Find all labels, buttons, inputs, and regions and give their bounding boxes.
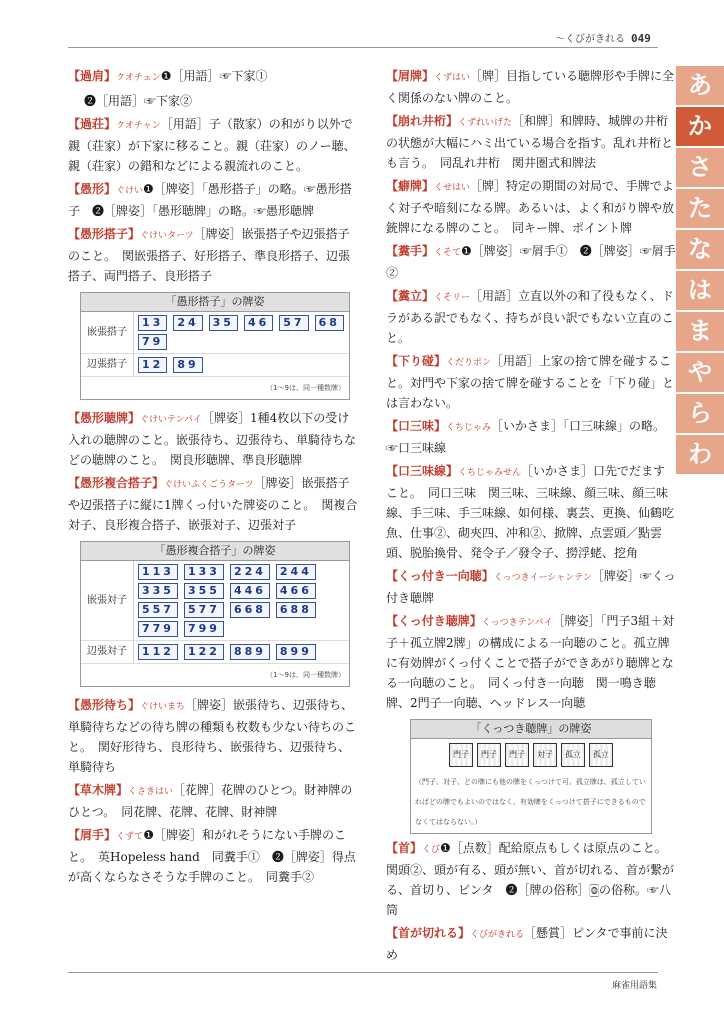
dictionary-entry bbox=[386, 351, 676, 413]
footer-rule bbox=[68, 972, 658, 973]
headword-reading: クオチェン bbox=[116, 73, 161, 83]
headword-reading: ぐけい bbox=[116, 186, 144, 196]
tile-group: 57 bbox=[279, 315, 308, 331]
headword: 【屑手】 bbox=[68, 828, 117, 842]
tile-group: 122 bbox=[184, 644, 224, 660]
entry-body: ［牌姿］嵌張搭子や辺張搭子に縦に1牌くっ付いた牌姿のこと。 関複合対子、良形複合搭子、嵌張対子、辺張対子 bbox=[68, 476, 358, 532]
dictionary-entry bbox=[386, 66, 676, 108]
tile-group: 688 bbox=[276, 602, 316, 618]
dictionary-entry bbox=[68, 114, 358, 176]
dictionary-entry bbox=[68, 408, 358, 470]
tile-panel-kuttsuki bbox=[410, 719, 652, 834]
dictionary-entry bbox=[386, 566, 676, 608]
header-rule bbox=[68, 47, 658, 48]
row-label: 辺張対子 bbox=[81, 641, 134, 663]
dictionary-entry bbox=[68, 825, 358, 887]
tile-group: 112 bbox=[138, 644, 178, 660]
dictionary-entry bbox=[386, 461, 676, 563]
entry-body: ❶［牌姿］和がれそうにない手牌のこと。 英Hopeless hand 同糞手① ❷［牌姿］得点が高くならなさそうな手牌のこと。 同糞手② bbox=[68, 828, 356, 884]
headword: 【崩れ井桁】 bbox=[386, 114, 459, 128]
entry-body: ❶［点数］配給原点もしくは原点のこと。 関頭②、頭が有る、頭が無い、首が切れる、首が繋がる、首切り、ピンタ ❷［牌の俗称］🀙の俗称。☞八筒 bbox=[386, 841, 675, 917]
dictionary-entry bbox=[68, 224, 358, 286]
entry-body: ［用語］立直以外の和了役もなく、ドラがある訳でもなく、持ちが良い訳でもない立直のこと。 bbox=[386, 289, 674, 345]
tile-group: 68 bbox=[315, 315, 344, 331]
index-tab-5[interactable]: は bbox=[676, 271, 724, 312]
headword: 【愚形複合搭子】 bbox=[68, 476, 165, 490]
dictionary-entry bbox=[386, 176, 676, 238]
entry-body: ❷［用語］☞下家② bbox=[84, 94, 193, 108]
index-tab-2[interactable]: さ bbox=[676, 148, 724, 189]
headword: 【愚形】 bbox=[68, 182, 117, 196]
dictionary-entry bbox=[386, 923, 676, 965]
page-number: 049 bbox=[631, 32, 651, 45]
tile-group: 224 bbox=[230, 564, 270, 580]
tile-panel-gukei-taatsu bbox=[80, 292, 350, 400]
tile-group: 557 bbox=[138, 602, 178, 618]
index-tab-7[interactable]: や bbox=[676, 353, 724, 394]
index-tab-6[interactable]: ま bbox=[676, 312, 724, 353]
headword-reading: くっつきイーシャンテン bbox=[493, 573, 592, 583]
index-tab-1[interactable]: か bbox=[676, 107, 724, 148]
tile-group: 12 bbox=[138, 357, 167, 373]
headword-reading: ぐけいふくごうターツ bbox=[164, 480, 254, 490]
tile-group: 577 bbox=[184, 602, 224, 618]
tile-group: 899 bbox=[276, 644, 316, 660]
tile-group: 355 bbox=[184, 583, 224, 599]
entry-body: ［牌］目指している聴牌形や手牌に全く関係のない牌のこと。 bbox=[386, 69, 675, 105]
headword-reading: くそて bbox=[434, 248, 462, 258]
entry-body: ［用語］上家の捨て牌を碰すること。対門や下家の捨て牌を碰することを「下り碰」とは言わない。 bbox=[386, 354, 675, 410]
dictionary-entry bbox=[68, 91, 358, 111]
headword-reading: くっつきテンパイ bbox=[481, 618, 553, 628]
left-column bbox=[68, 66, 358, 890]
headword-reading: くびがきれる bbox=[470, 930, 525, 940]
headword: 【癖牌】 bbox=[386, 179, 435, 193]
tile-group: 24 bbox=[173, 315, 202, 331]
tile-label: 門子 bbox=[449, 743, 473, 767]
index-tab-3[interactable]: た bbox=[676, 189, 724, 230]
tile-group: 35 bbox=[209, 315, 238, 331]
headword-reading: ぐけいまち bbox=[140, 702, 186, 712]
headword: 【過荘】 bbox=[68, 117, 117, 131]
panel-title: 「くっつき聴牌」の牌姿 bbox=[411, 720, 651, 739]
footer-text: 麻雀用語集 bbox=[612, 981, 658, 991]
panel-row bbox=[81, 561, 349, 641]
entry-body: ［牌姿］「門子3組＋対子＋孤立牌2牌」の構成による一向聴のこと。孤立牌に有効牌がくっ付くことで搭子ができあがり聴牌となる一向聴のこと。 同くっ付き一向聴 関一鳴き聴牌、2門子一向聴、ヘッドレス一向聴 bbox=[386, 614, 675, 710]
dictionary-entry bbox=[386, 286, 676, 348]
headword-reading: くそリー bbox=[434, 293, 471, 303]
headword-reading: くちじゃみせん bbox=[458, 468, 522, 478]
dictionary-entry bbox=[386, 611, 676, 713]
headword: 【口三味線】 bbox=[386, 464, 459, 478]
tile-label: 孤立 bbox=[589, 743, 613, 767]
headword: 【過肩】 bbox=[68, 69, 117, 83]
headword: 【くっ付き一向聴】 bbox=[386, 569, 494, 583]
tile-group: 244 bbox=[276, 564, 316, 580]
entry-body: ［いかさま］「口三味線」の略。☞口三味線 bbox=[386, 419, 666, 455]
headword-reading: くび bbox=[422, 845, 441, 855]
entry-body: ［牌姿］☞くっ付き聴牌 bbox=[386, 569, 676, 605]
headword-reading: くさきはい bbox=[128, 787, 174, 797]
tile-group: 113 bbox=[138, 564, 178, 580]
tile-group: 799 bbox=[184, 621, 224, 637]
row-label: 嵌張対子 bbox=[81, 561, 134, 640]
dictionary-entry bbox=[386, 416, 676, 458]
entry-body: ［牌姿］嵌張待ち、辺張待ち、単騎待ちなどの待ち牌の種類も枚数も少ない待ちのこと。 関好形待ち、良形待ち、嵌張待ち、辺張待ち、単騎待ち bbox=[68, 698, 357, 774]
entry-body: ❶［牌姿］「愚形搭子」の略。☞愚形搭子 ❷［牌姿］「愚形聴牌」の略。☞愚形聴牌 bbox=[68, 182, 352, 218]
entry-body: ［牌］特定の期間の対局で、手牌でよく対子や暗刻になる牌。あるいは、よく和がり牌や放銃牌になる牌のこと。 同キー牌、ポイント牌 bbox=[386, 179, 675, 235]
panel-note: （門子、対子、どの牌にも他の牌をくっつけて可。孤立牌は、孤立していればどの牌でもよいのではなく、有効牌をくっつけて搭子にできるものでなくてはならない。） bbox=[415, 778, 646, 826]
index-tab-4[interactable]: な bbox=[676, 230, 724, 271]
tile-label: 門子 bbox=[477, 743, 501, 767]
entry-body: ［牌姿］1種4枚以下の受け入れの聴牌のこと。嵌張待ち、辺張待ち、単騎待ちなどの聴牌のこと。 関良形聴牌、準良形聴牌 bbox=[68, 411, 357, 467]
index-tabs bbox=[676, 66, 724, 476]
tile-label: 孤立 bbox=[561, 743, 585, 767]
tile-group: 335 bbox=[138, 583, 178, 599]
headword-reading: くずれいげた bbox=[458, 118, 513, 128]
dictionary-entry bbox=[68, 179, 358, 221]
dictionary-entry bbox=[68, 473, 358, 535]
dictionary-entry bbox=[68, 695, 358, 777]
panel-note: （1～9は、同一種数牌） bbox=[266, 384, 345, 392]
tile-group: 133 bbox=[184, 564, 224, 580]
tile-group: 13 bbox=[138, 315, 167, 331]
headword-reading: ぐけいターツ bbox=[140, 231, 194, 241]
headword: 【愚形待ち】 bbox=[68, 698, 141, 712]
dictionary-entry bbox=[386, 111, 676, 173]
headword-reading: くちじゃみ bbox=[446, 423, 492, 433]
headword-reading: くせはい bbox=[434, 183, 471, 193]
headword-reading: くだりポン bbox=[446, 358, 492, 368]
tile-group: 79 bbox=[138, 334, 167, 350]
entry-body: ［懸賞］ピンタで事前に決め bbox=[386, 926, 668, 962]
tile-panel-gukei-fukugo bbox=[80, 541, 350, 687]
entry-body: ［牌姿］嵌張搭子や辺張搭子のこと。 関嵌張搭子、好形搭子、準良形搭子、辺張搭子、両門搭子、良形搭子 bbox=[68, 227, 351, 283]
dictionary-entry bbox=[68, 780, 358, 822]
tile-group: 46 bbox=[244, 315, 273, 331]
entry-body: ❶［用語］☞下家① bbox=[160, 69, 268, 83]
headword: 【糞立】 bbox=[386, 289, 435, 303]
headword: 【糞手】 bbox=[386, 244, 435, 258]
headword: 【口三味】 bbox=[386, 419, 447, 433]
dictionary-entry bbox=[68, 66, 358, 88]
headword-reading: くずて bbox=[116, 832, 144, 842]
panel-row bbox=[81, 312, 349, 354]
index-tab-8[interactable]: ら bbox=[676, 394, 724, 435]
right-column bbox=[386, 66, 676, 968]
tile-label: 対子 bbox=[533, 743, 557, 767]
dictionary-entry bbox=[386, 838, 676, 920]
headword: 【くっ付き聴牌】 bbox=[386, 614, 482, 628]
headword-reading: くずはい bbox=[434, 73, 471, 83]
panel-note: （1～9は、同一種数牌） bbox=[266, 671, 345, 679]
index-tab-0[interactable]: あ bbox=[676, 66, 724, 107]
headword: 【愚形搭子】 bbox=[68, 227, 141, 241]
tile-group: 89 bbox=[173, 357, 202, 373]
panel-row bbox=[81, 641, 349, 664]
row-label: 嵌張搭子 bbox=[81, 312, 134, 353]
panel-title: 「愚形搭子」の牌姿 bbox=[81, 293, 349, 312]
index-tab-9[interactable]: わ bbox=[676, 435, 724, 476]
headword: 【首が切れる】 bbox=[386, 926, 471, 940]
headword-reading: ぐけいテンパイ bbox=[140, 415, 202, 425]
entry-body: ［花牌］花牌のひとつ。財神牌のひとつ。 同花牌、花牌、花牌、財神牌 bbox=[68, 783, 353, 819]
tile-group: 668 bbox=[230, 602, 270, 618]
dictionary-entry bbox=[386, 241, 676, 283]
headword: 【愚形聴牌】 bbox=[68, 411, 141, 425]
running-head: ～くびがきれる 049 bbox=[555, 32, 651, 45]
panel-title: 「愚形複合搭子」の牌姿 bbox=[81, 542, 349, 561]
entry-body: ［用語］子（散家）の和がり以外で親（荘家）が下家に移ること。親（荘家）のノー聴、親（荘家）の錯和などによる親流れのこと。 bbox=[68, 117, 356, 173]
row-label: 辺張搭子 bbox=[81, 354, 134, 376]
headword: 【草木牌】 bbox=[68, 783, 129, 797]
headword: 【下り碰】 bbox=[386, 354, 447, 368]
tile-group: 466 bbox=[276, 583, 316, 599]
tile-group: 446 bbox=[230, 583, 270, 599]
panel-row bbox=[81, 354, 349, 377]
tile-group: 779 bbox=[138, 621, 178, 637]
entry-body: ［いかさま］口先でだますこと。 同口三味 関三味、三味線、顔三味、顔三味線、手三味、手三味線、如何様、裏芸、更換、仙鶴吃魚、仕事②、砌夾四、冲和②、掀牌、点雲頭／點雲頭、脱胎換骨、発令子／發令子、撈浮蛯、挖角 bbox=[386, 464, 675, 560]
tile-group: 889 bbox=[230, 644, 270, 660]
headword: 【首】 bbox=[386, 841, 423, 855]
headword-reading: クオチャン bbox=[116, 121, 161, 131]
tile-label: 門子 bbox=[505, 743, 529, 767]
entry-body: ❶［牌姿］☞屑手① ❷［牌姿］☞屑手② bbox=[386, 244, 676, 280]
headword: 【屑牌】 bbox=[386, 69, 435, 83]
entry-body: ［和牌］和牌時、城牌の井桁の状態が大幅にハミ出ている場合を指す。乱れ井桁とも言う。 同乱れ井桁 関井圏式和牌法 bbox=[386, 114, 674, 170]
